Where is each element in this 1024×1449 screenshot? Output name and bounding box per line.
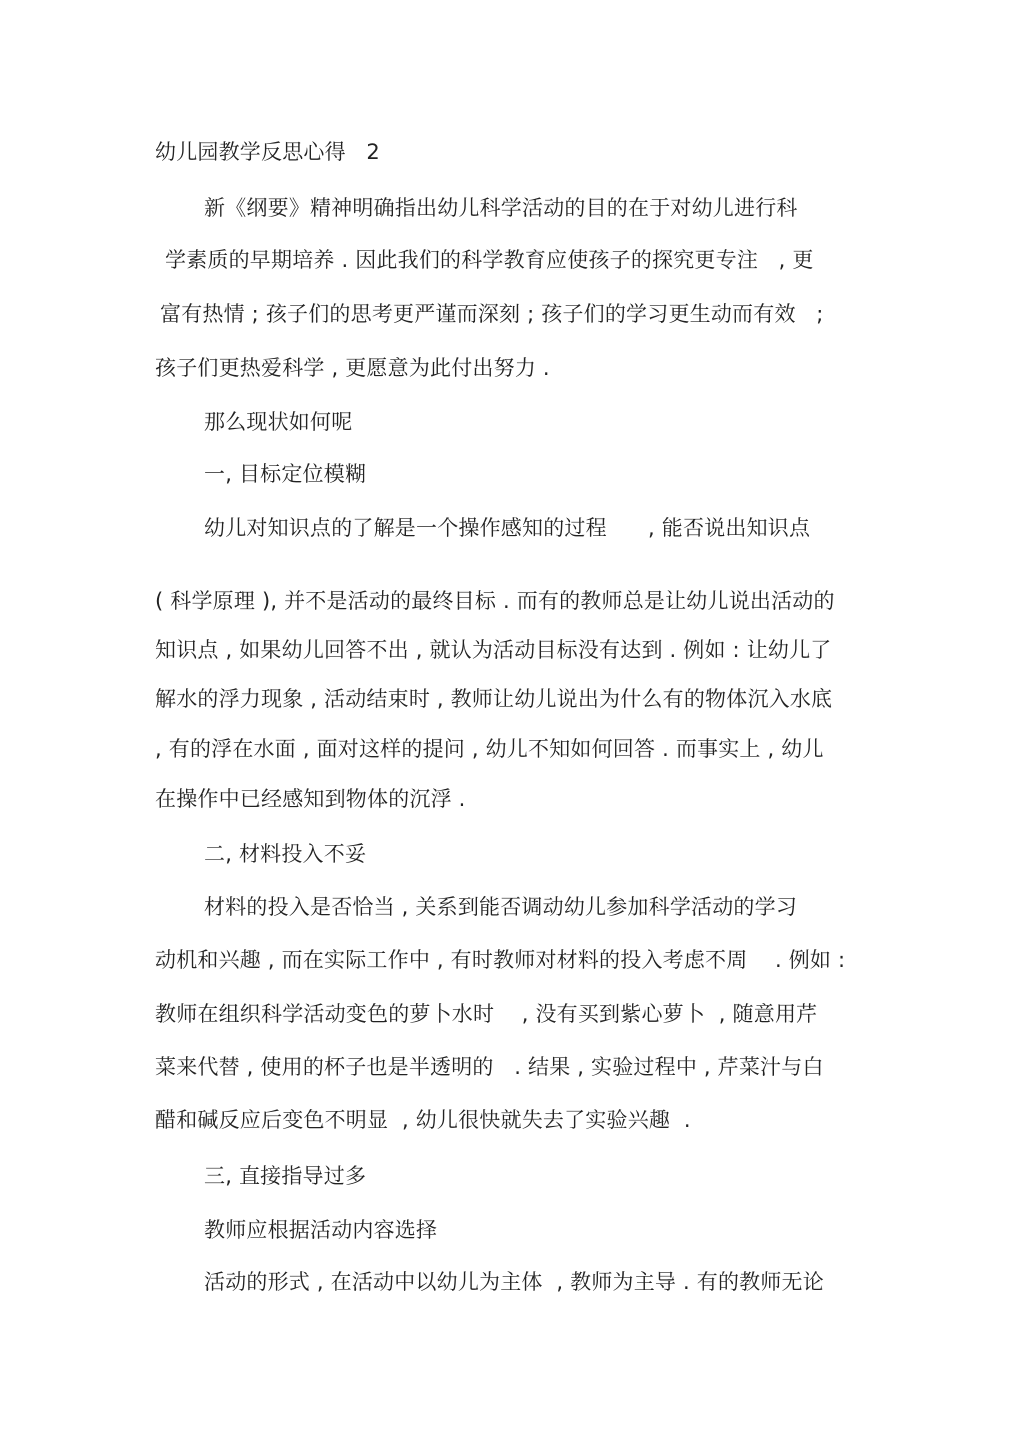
section-2-heading: 二, 材料投入不妥 xyxy=(204,842,367,866)
paragraph-1-line-2: 学素质的早期培养 . 因此我们的科学教育应使孩子的探究更专注 , 更 xyxy=(165,248,814,272)
document-title: 幼儿园教学反思心得 2 xyxy=(155,140,380,164)
section-3-line-2: 活动的形式 , 在活动中以幼儿为主体 , 教师为主导 . 有的教师无论 xyxy=(204,1270,824,1294)
section-1-line-3: 知识点 , 如果幼儿回答不出 , 就认为活动目标没有达到 . 例如 : 让幼儿了 xyxy=(155,638,832,662)
section-1-line-2: ( 科学原理 ), 并不是活动的最终目标 . 而有的教师总是让幼儿说出活动的 xyxy=(155,589,835,613)
section-2-line-2: 动机和兴趣 , 而在实际工作中 , 有时教师对材料的投入考虑不周 . 例如 : xyxy=(155,948,846,972)
question-line: 那么现状如何呢 xyxy=(204,410,353,434)
section-2-line-5: 醋和碱反应后变色不明显 , 幼儿很快就失去了实验兴趣 . xyxy=(155,1108,691,1132)
section-1-line-5: , 有的浮在水面 , 面对这样的提问 , 幼儿不知如何回答 . 而事实上 , 幼儿 xyxy=(155,737,824,761)
section-1-heading: 一, 目标定位模糊 xyxy=(204,462,367,486)
section-3-heading: 三, 直接指导过多 xyxy=(204,1164,367,1188)
section-1-line-1: 幼儿对知识点的了解是一个操作感知的过程 , 能否说出知识点 xyxy=(204,516,811,540)
paragraph-1-line-3: 富有热情 ; 孩子们的思考更严谨而深刻 ; 孩子们的学习更生动而有效 ; xyxy=(160,302,824,326)
paragraph-1-line-1: 新《纲要》精神明确指出幼儿科学活动的目的在于对幼儿进行科 xyxy=(204,196,798,220)
section-3-line-1: 教师应根据活动内容选择 xyxy=(204,1218,438,1242)
section-2-line-1: 材料的投入是否恰当 , 关系到能否调动幼儿参加科学活动的学习 xyxy=(204,895,798,919)
section-1-line-6: 在操作中已经感知到物体的沉浮 . xyxy=(155,787,466,811)
section-2-line-4: 菜来代替 , 使用的杯子也是半透明的 . 结果 , 实验过程中 , 芹菜汁与白 xyxy=(155,1055,824,1079)
paragraph-1-line-4: 孩子们更热爱科学 , 更愿意为此付出努力 . xyxy=(155,356,550,380)
section-2-line-3: 教师在组织科学活动变色的萝卜水时 , 没有买到紫心萝卜 , 随意用芹 xyxy=(155,1002,818,1026)
section-1-line-4: 解水的浮力现象 , 活动结束时 , 教师让幼儿说出为什么有的物体沉入水底 xyxy=(155,687,833,711)
